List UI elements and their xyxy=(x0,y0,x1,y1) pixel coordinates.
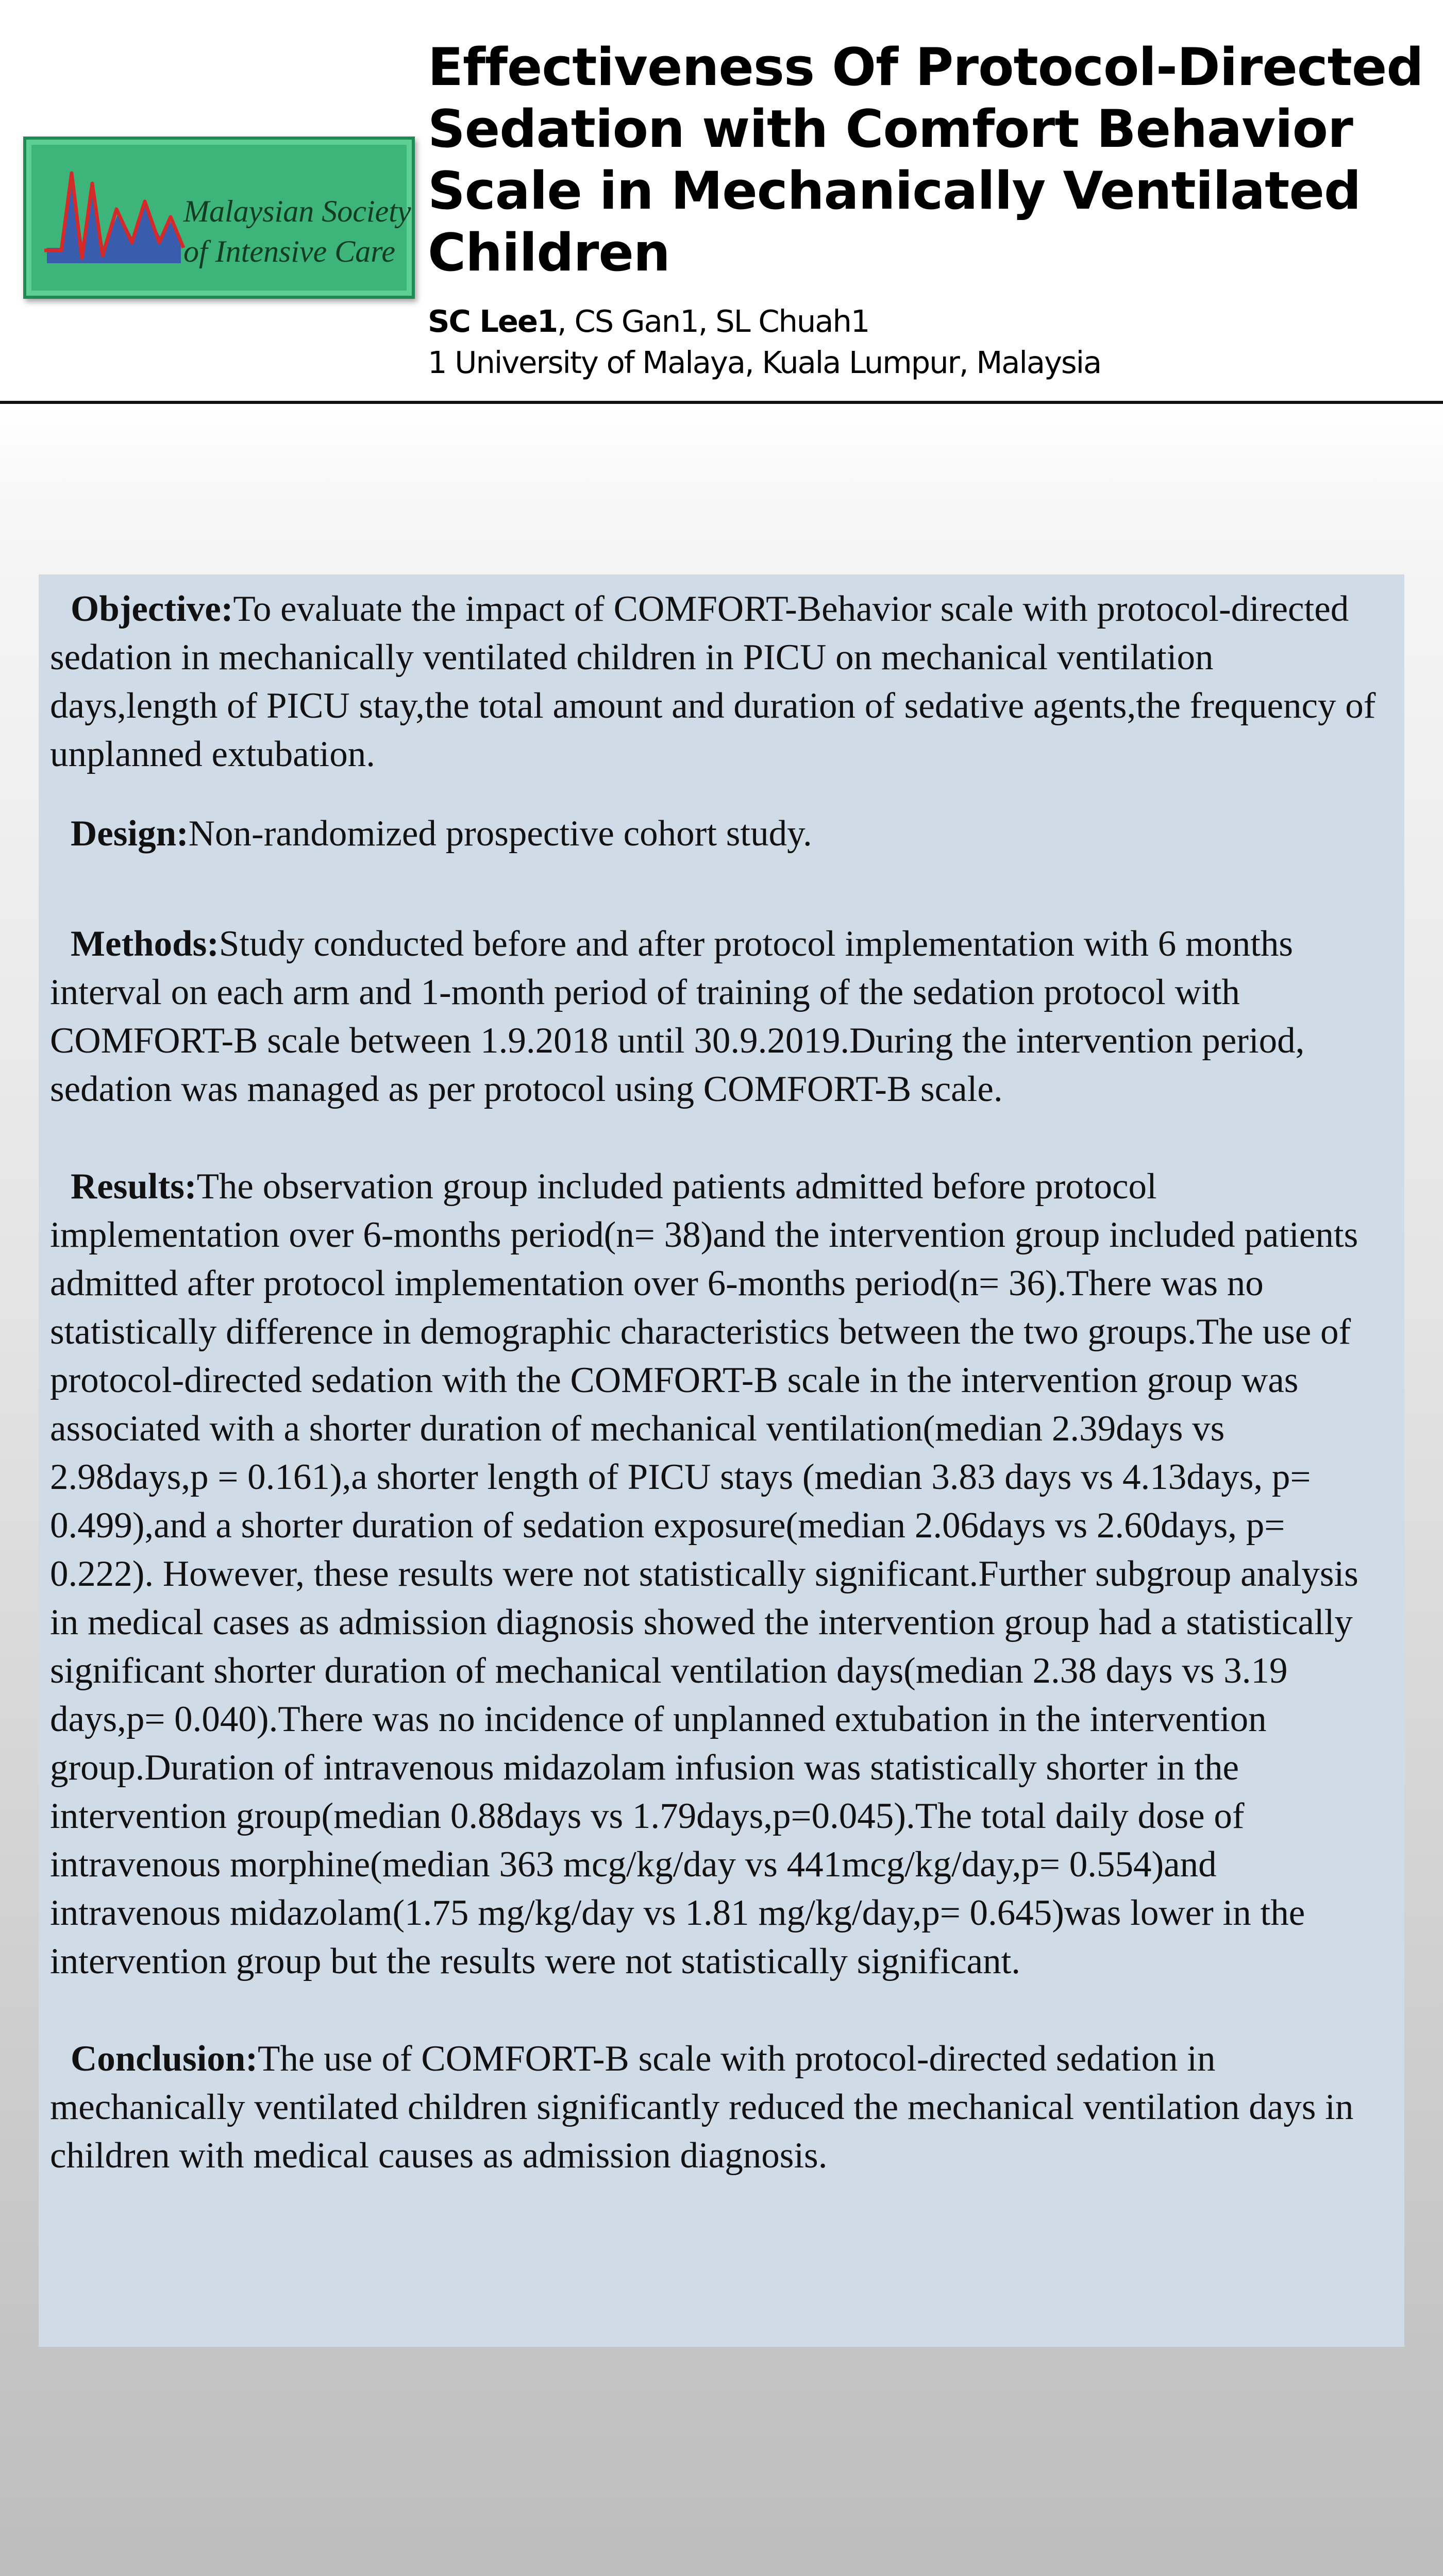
objective-section xyxy=(50,585,1389,778)
ecg-wave-icon xyxy=(42,160,186,274)
poster-header xyxy=(0,0,1443,402)
logo-line-2: of Intensive Care xyxy=(183,234,396,268)
conclusion-label: Conclusion: xyxy=(71,2039,258,2079)
lead-author: SC Lee1 xyxy=(428,303,558,339)
poster-title: Effectiveness Of Protocol-Directed Sedation with Comfort Behavior Scale in Mechanically Ventilated Children xyxy=(428,37,1423,283)
objective-label: Objective: xyxy=(71,589,233,629)
conclusion-section xyxy=(50,2035,1389,2180)
logo-text xyxy=(183,191,411,272)
co-authors: , CS Gan1, SL Chuah1 xyxy=(557,303,869,339)
design-section xyxy=(50,809,1389,858)
author-list xyxy=(428,303,869,340)
msic-logo xyxy=(23,137,415,299)
logo-line-1: Malaysian Society xyxy=(183,194,411,228)
design-text: Non-randomized prospective cohort study. xyxy=(188,814,812,854)
abstract-panel xyxy=(39,574,1404,2347)
methods-section xyxy=(50,920,1389,1113)
design-label: Design: xyxy=(71,814,189,854)
affiliation: 1 University of Malaya, Kuala Lumpur, Malaysia xyxy=(428,345,1101,380)
methods-text: Study conducted before and after protocol implementation with 6 months interval on each arm and 1-month period of training of the sedation protocol with COMFORT-B scale between 1.9.2018 until 30.9.2019.During the intervention period, sedation was managed as per protocol using COMFORT-B scale. xyxy=(50,924,1305,1109)
conclusion-text: The use of COMFORT-B scale with protocol-directed sedation in mechanically ventilated children significantly reduced the mechanical ventilation days in children with medical causes as admission diagnosis. xyxy=(50,2039,1354,2176)
results-section xyxy=(50,1162,1389,1986)
results-label: Results: xyxy=(71,1166,197,1207)
methods-label: Methods: xyxy=(71,924,219,964)
results-text: The observation group included patients admitted before protocol implementation over 6-months period(n= 38)and the intervention group included patients admitted after protocol implementation over 6-months period(n= 36).There was no statistically difference in demographic characteristics between the two groups.The use of protocol-directed sedation with the COMFORT-B scale in the intervention group was associated with a shorter duration of mechanical ventilation(median 2.39days vs 2.98days,p = 0.161),a shorter length of PICU stays (median 3.83 days vs 4.13days, p= 0.499),and a shorter duration of sedation exposure(median 2.06days vs 2.60days, p= 0.222). However, these results were not statistically significant.Further subgroup analysis in medical cases as admission diagnosis showed the intervention group had a statistically significant shorter duration of mechanical ventilation days(median 2.38 days vs 3.19 days,p= 0.040).There was no incidence of unplanned extubation in the intervention group.Duration of intravenous midazolam infusion was statistically shorter in the intervention group(median 0.88days vs 1.79days,p=0.045).The total daily dose of intravenous morphine(median 363 mcg/kg/day vs 441mcg/kg/day,p= 0.554)and intravenous midazolam(1.75 mg/kg/day vs 1.81 mg/kg/day,p= 0.645)was lower in the intervention group but the results were not statistically significant. xyxy=(50,1166,1358,1981)
header-divider xyxy=(0,401,1443,404)
objective-text: To evaluate the impact of COMFORT-Behavior scale with protocol-directed sedation in mechanically ventilated children in PICU on mechanical ventilation days,length of PICU stay,the total amount and duration of sedative agents,the frequency of unplanned extubation. xyxy=(50,589,1376,774)
